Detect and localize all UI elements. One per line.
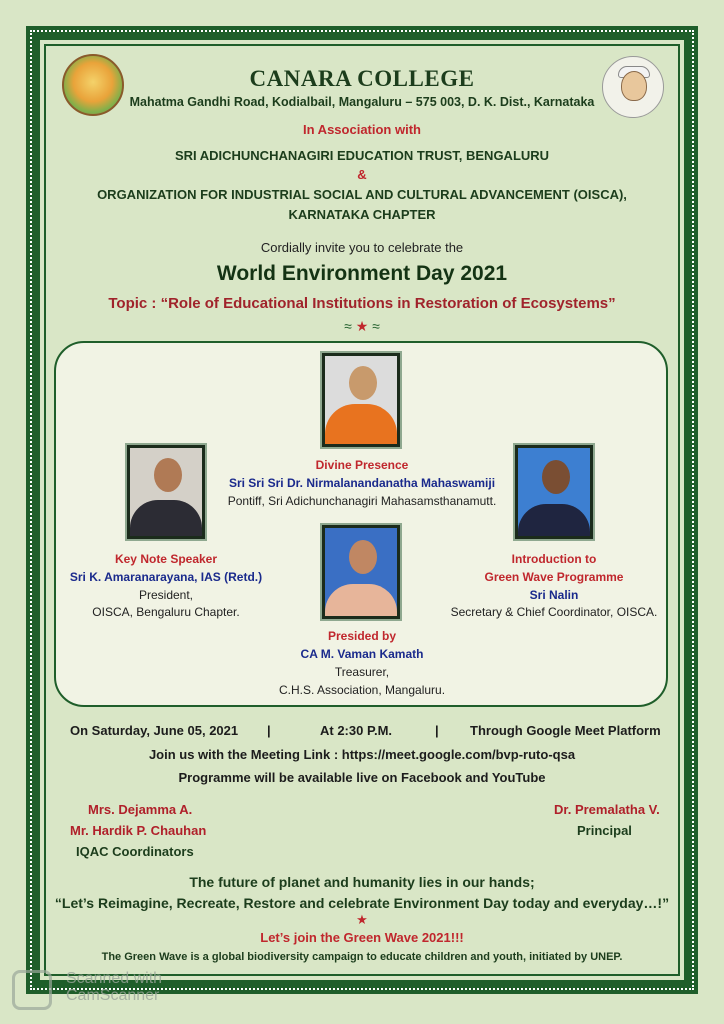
- divine-role: Divine Presence: [315, 458, 409, 472]
- scanner-watermark: [66, 970, 162, 1004]
- presided-desc-2: C.H.S. Association, Mangaluru.: [278, 683, 446, 697]
- future-line-1: The future of planet and humanity lies in our hands;: [189, 874, 535, 890]
- ornament-left: ≈: [344, 318, 352, 334]
- event-topic: Topic : “Role of Educational Institutions in Restoration of Ecosystems”: [108, 295, 616, 312]
- live-stream-info: Programme will be available live on Facebook and YouTube: [178, 770, 546, 785]
- camscanner-icon: [12, 970, 52, 1010]
- separator-2: |: [435, 723, 439, 738]
- keynote-speaker-photo: [127, 445, 205, 539]
- intro-desc: Secretary & Chief Coordinator, OISCA.: [450, 605, 658, 619]
- signatory-hardik: Mr. Hardik P. Chauhan: [70, 823, 207, 838]
- future-line-2: “Let’s Reimagine, Recreate, Restore and celebrate Environment Day today and everyday…!”: [54, 895, 670, 911]
- intro-role-2: Green Wave Programme: [484, 570, 624, 584]
- keynote-desc-2: OISCA, Bengaluru Chapter.: [92, 605, 240, 619]
- event-time: At 2:30 P.M.: [320, 723, 393, 738]
- presided-desc-1: Treasurer,: [334, 665, 390, 679]
- divine-desc: Pontiff, Sri Adichunchanagiri Mahasamsthanamutt.: [227, 494, 497, 508]
- ornament-divider: [0, 318, 724, 335]
- presided-role: Presided by: [327, 629, 397, 643]
- ampersand: &: [357, 167, 367, 182]
- iqac-title: IQAC Coordinators: [76, 844, 194, 859]
- star-icon-footer: ★: [356, 912, 368, 927]
- presided-photo: [322, 525, 400, 619]
- intro-role-1: Introduction to: [511, 552, 597, 566]
- college-address: Mahatma Gandhi Road, Kodialbail, Mangaluru – 575 003, D. K. Dist., Karnataka: [129, 95, 595, 109]
- presided-name: CA M. Vaman Kamath: [300, 647, 424, 661]
- ornament-right: ≈: [372, 318, 380, 334]
- association-text: In Association with: [303, 122, 421, 137]
- signatory-principal: Dr. Premalatha V.: [554, 802, 660, 817]
- watermark-line-2: CamScanner: [66, 987, 160, 1004]
- green-wave-description: The Green Wave is a global biodiversity campaign to educate children and youth, initiated by UNEP.: [101, 951, 623, 963]
- intro-speaker-photo: [515, 445, 593, 539]
- college-name: CANARA COLLEGE: [249, 66, 475, 91]
- principal-title: Principal: [577, 823, 632, 838]
- divine-presence-photo: [322, 353, 400, 447]
- trust-name: SRI ADICHUNCHANAGIRI EDUCATION TRUST, BENGALURU: [174, 148, 550, 163]
- green-wave-call: Let’s join the Green Wave 2021!!!: [260, 930, 464, 945]
- keynote-desc-1: President,: [138, 588, 194, 602]
- divine-name: Sri Sri Sri Dr. Nirmalanandanatha Mahaswamiji: [228, 476, 496, 490]
- event-platform: Through Google Meet Platform: [470, 723, 661, 738]
- star-icon: ★: [355, 318, 369, 334]
- keynote-role: Key Note Speaker: [114, 552, 218, 566]
- intro-name: Sri Nalin: [529, 588, 579, 602]
- signatory-dejamma: Mrs. Dejamma A.: [88, 802, 193, 817]
- separator-1: |: [267, 723, 271, 738]
- oisca-name-line2: KARNATAKA CHAPTER: [288, 207, 436, 222]
- invite-text: Cordially invite you to celebrate the: [260, 240, 464, 255]
- event-date: On Saturday, June 05, 2021: [70, 723, 239, 738]
- event-title: World Environment Day 2021: [216, 262, 508, 285]
- watermark-line-1: Scanned with: [66, 970, 163, 987]
- keynote-name: Sri K. Amaranarayana, IAS (Retd.): [69, 570, 263, 584]
- oisca-name-line1: ORGANIZATION FOR INDUSTRIAL SOCIAL AND CULTURAL ADVANCEMENT (OISCA),: [97, 187, 627, 202]
- meeting-link[interactable]: Join us with the Meeting Link : https://meet.google.com/bvp-ruto-qsa: [148, 747, 576, 762]
